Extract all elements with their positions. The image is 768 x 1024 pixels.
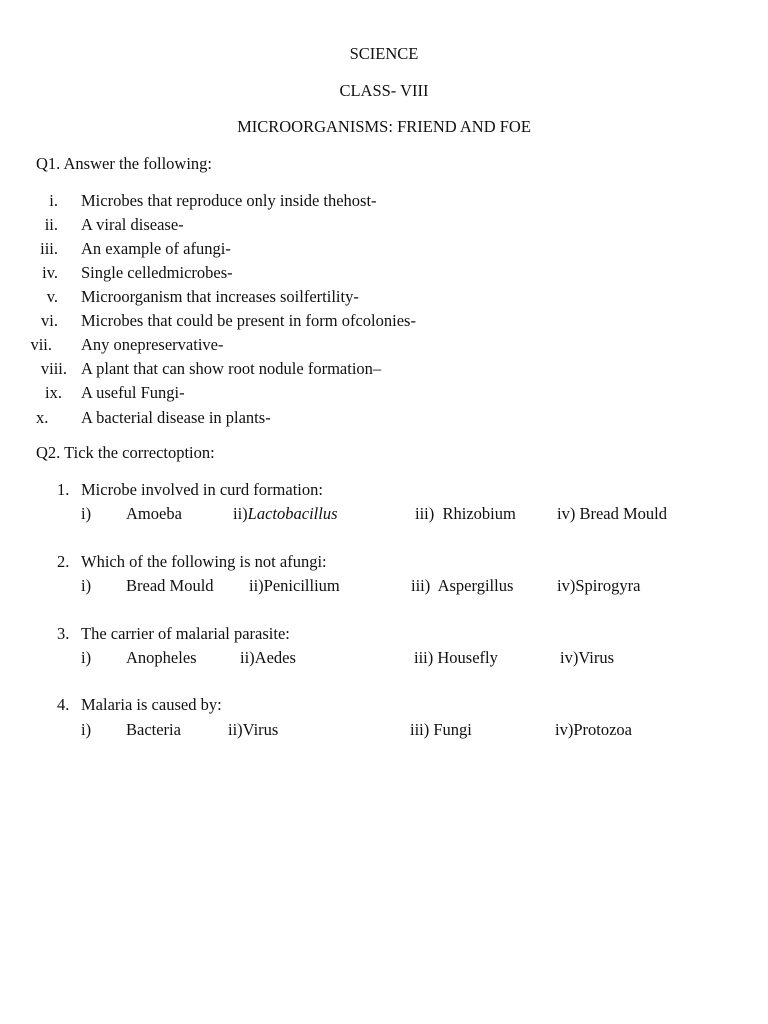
q1-item-text: Any onepreservative- (81, 335, 224, 354)
option-text: iv) Bread Mould (557, 504, 667, 523)
q1-item-number: x. (36, 408, 49, 427)
option-text: iii) Aspergillus (411, 576, 514, 595)
option-text: ii)Penicillium (249, 576, 340, 595)
q1-item-number: v. (46, 287, 58, 306)
option-label: i) (81, 576, 92, 595)
option-text: iii) Housefly (414, 648, 498, 667)
q1-item-number: vi. (41, 311, 58, 330)
mcq-text: Which of the following is not afungi: (81, 552, 327, 571)
option-label: i) (81, 648, 92, 667)
option-text-italic: Lactobacillus (247, 504, 338, 523)
q1-item-number: i. (49, 191, 58, 210)
mcq-text: The carrier of malarial parasite: (81, 624, 290, 643)
option-text: Amoeba (126, 504, 182, 523)
q1-item-text: Single celledmicrobes- (81, 263, 233, 282)
option-text: ii)Aedes (240, 648, 296, 667)
q2-heading: Q2. Tick the correctoption: (36, 443, 215, 462)
q1-item-text: Microbes that reproduce only inside thehost- (81, 191, 377, 210)
mcq-number: 2. (57, 552, 70, 571)
q1-item-text: A useful Fungi- (81, 383, 185, 402)
q1-item-text: A viral disease- (81, 215, 184, 234)
mcq-number: 3. (57, 624, 70, 643)
mcq-number: 1. (57, 480, 70, 499)
option-text: iv)Spirogyra (557, 576, 641, 595)
q1-item-text: Microbes that could be present in form ofcolonies- (81, 311, 416, 330)
q1-item-number: iv. (42, 263, 58, 282)
chapter-title: MICROORGANISMS: FRIEND AND FOE (237, 117, 531, 136)
option-text: Anopheles (126, 648, 197, 667)
option-label: i) (81, 720, 92, 739)
option-label: ii) (233, 504, 248, 523)
mcq-number: 4. (57, 695, 70, 714)
q1-item-number: ii. (44, 215, 58, 234)
option-text: iii) Fungi (410, 720, 472, 739)
subject-title: SCIENCE (349, 44, 419, 63)
q1-item-number: vii. (30, 335, 52, 354)
mcq-text: Microbe involved in curd formation: (81, 480, 323, 499)
q1-item-text: A bacterial disease in plants- (81, 408, 271, 427)
option-text: iv)Protozoa (555, 720, 632, 739)
option-text: Bread Mould (126, 576, 214, 595)
option-text: Bacteria (126, 720, 181, 739)
q1-item-number: viii. (40, 359, 67, 378)
q1-item-number: ix. (45, 383, 62, 402)
option-text: ii)Virus (228, 720, 279, 739)
q1-heading: Q1. Answer the following: (36, 154, 212, 173)
option-text: iv)Virus (560, 648, 615, 667)
q1-item-number: iii. (40, 239, 58, 258)
option-text: iii) Rhizobium (415, 504, 516, 523)
option-label: i) (81, 504, 92, 523)
class-title: CLASS- VIII (339, 81, 429, 100)
q1-item-text: A plant that can show root nodule formation– (81, 359, 382, 378)
q1-item-text: An example of afungi- (81, 239, 231, 258)
mcq-text: Malaria is caused by: (81, 695, 222, 714)
option-text (233, 506, 338, 523)
q1-item-text: Microorganism that increases soilfertility- (81, 287, 359, 306)
